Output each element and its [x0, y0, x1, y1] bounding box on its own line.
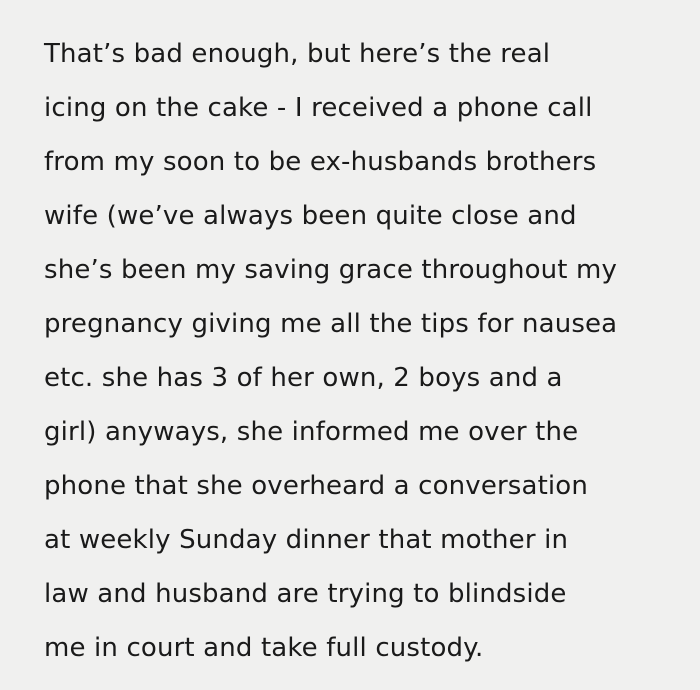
text-line-2: icing on the cake - I received a phone call: [44, 93, 593, 123]
text-line-8: girl) anyways, she informed me over the: [44, 417, 579, 447]
text-line-11: law and husband are trying to blindside: [44, 579, 567, 609]
text-line-9: phone that she overheard a conversation: [44, 471, 588, 501]
text-line-7: etc. she has 3 of her own, 2 boys and a: [44, 363, 563, 393]
text-line-4: wife (we’ve always been quite close and: [44, 201, 577, 231]
post-text-block: [44, 27, 694, 675]
text-line-3: from my soon to be ex-husbands brothers: [44, 147, 597, 177]
text-line-6: pregnancy giving me all the tips for nausea: [44, 309, 618, 339]
text-line-1: That’s bad enough, but here’s the real: [44, 39, 551, 69]
text-line-10: at weekly Sunday dinner that mother in: [44, 525, 569, 555]
text-line-12: me in court and take full custody.: [44, 633, 484, 663]
text-line-5: she’s been my saving grace throughout my: [44, 255, 618, 285]
